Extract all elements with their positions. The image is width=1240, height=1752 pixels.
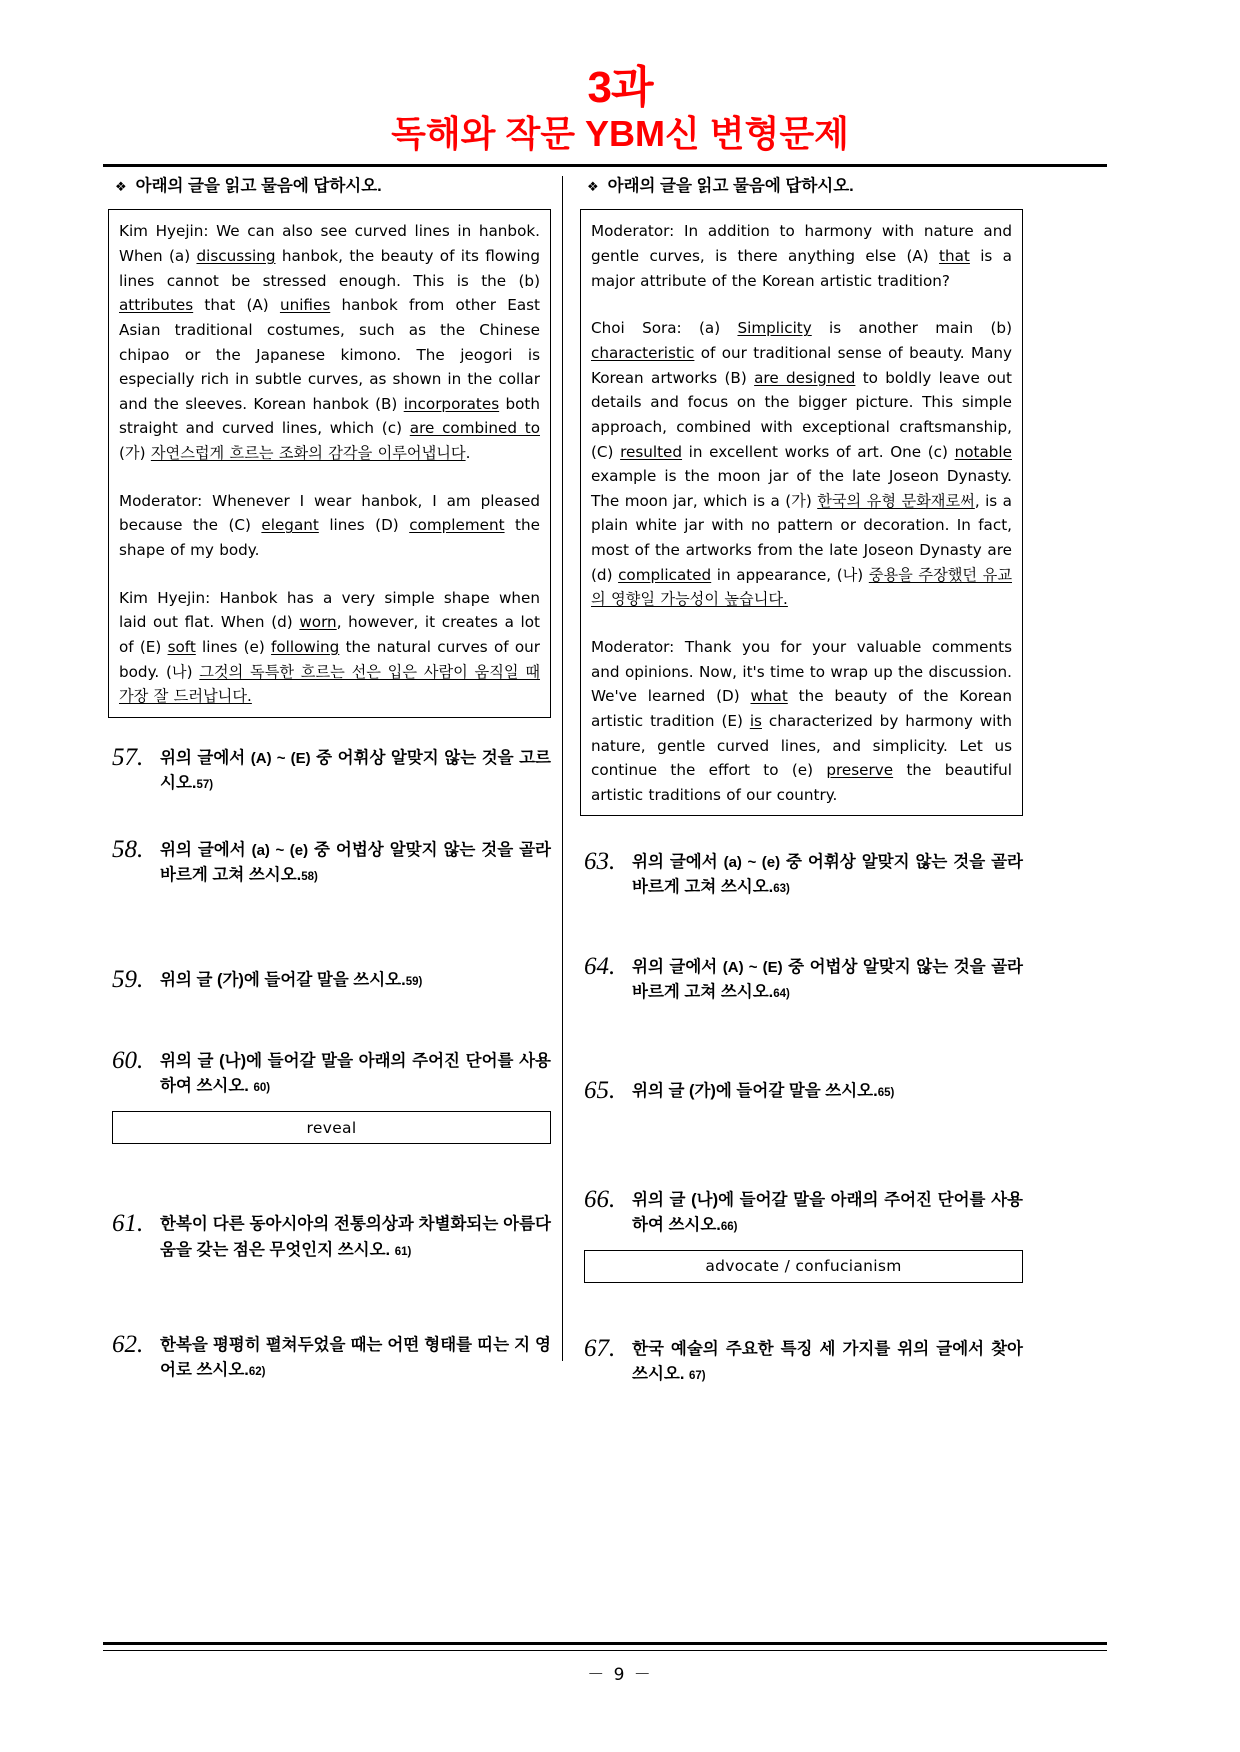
question-item	[580, 953, 1023, 1005]
left-passage-box	[108, 209, 551, 717]
question-item	[108, 1210, 551, 1262]
question-number: 58.	[112, 836, 144, 864]
question-item	[108, 744, 551, 796]
page-header	[0, 0, 1240, 155]
diamond-bullet-icon: ❖	[587, 179, 599, 194]
question-number: 67.	[584, 1334, 616, 1362]
left-passage-paragraph: Moderator: Whenever I wear hanbok, I am pleased because the (C) elegant lines (D) complement the shape of my body.	[119, 491, 540, 560]
right-passage-paragraph: Moderator: In addition to harmony with nature and gentle curves, is there anything else (A) that is a major attribute of the Korean artistic tradition?	[591, 222, 1012, 290]
footer-divider-rule-thin	[103, 1650, 1107, 1651]
diamond-bullet-icon: ❖	[115, 179, 127, 194]
lesson-subtitle: 독해와 작문 YBM신 변형문제	[391, 112, 849, 154]
question-item	[108, 1047, 551, 1099]
question-number: 62.	[112, 1330, 144, 1358]
question-number: 66.	[584, 1185, 616, 1213]
question-text: 위의 글 (가)에 들어갈 말을 쓰시오.65)	[632, 1081, 895, 1100]
question-text: 위의 글 (나)에 들어갈 말을 아래의 주어진 단어를 사용하여 쓰시오.66)	[632, 1190, 1023, 1234]
question-number: 64.	[584, 952, 616, 980]
right-column	[580, 176, 1023, 1387]
lesson-title: 3과	[587, 63, 653, 112]
left-instruction-text: 아래의 글을 읽고 물음에 답하시오.	[135, 177, 382, 195]
left-passage-paragraph: Kim Hyejin: Hanbok has a very simple shape when laid out flat. When (d) worn, however, it creates a lot of (E) soft lines (e) following the natural curves of our body. (나) 그것의 독특한 흐르는 선은 입은 사람이 움직일 때 가장 잘 드러납니다.	[119, 588, 541, 706]
question-text: 위의 글에서 (a) ~ (e) 중 어법상 알맞지 않는 것을 골라 바르게 고쳐 쓰시오.58)	[160, 841, 551, 885]
question-number: 61.	[112, 1210, 144, 1238]
question-item	[580, 1186, 1023, 1238]
question-item	[108, 1331, 551, 1383]
right-passage-paragraph: Choi Sora: (a) Simplicity is another main (b) characteristic of our traditional sense of beauty. Many Korean artworks (B) are designed to boldly leave out details and focus on the bigger picture. This simple approach, combined with exceptional craftsmanship, (C) resulted in excellent works of art. One (c) notable example is the moon jar of the late Joseon Dynasty. The moon jar, which is a (가) 한국의 유형 문화재로써, is a plain white jar with no pattern or decoration. In fact, most of the artworks from the late Joseon Dynasty are (d) complicated in appearance, (나) 중용을 주장했던 유교의 영향일 가능성이 높습니다.	[591, 319, 1012, 609]
right-passage-paragraph: Moderator: Thank you for your valuable comments and opinions. Now, it's time to wrap up the discussion. We've learned (D) what the beauty of the Korean artistic tradition (E) is characterized by harmony with nature, gentle curved lines, and simplicity. Let us continue the effort to (e) preserve the beautiful artistic traditions of our country.	[591, 638, 1012, 804]
given-word-box: reveal	[112, 1111, 551, 1144]
question-item	[580, 848, 1023, 900]
footer-divider-rule-thick	[103, 1642, 1107, 1645]
question-text: 위의 글 (가)에 들어갈 말을 쓰시오.59)	[160, 971, 423, 990]
left-column	[108, 176, 551, 1383]
right-passage-box	[580, 209, 1023, 816]
question-text: 한국 예술의 주요한 특징 세 가지를 위의 글에서 찾아 쓰시오. 67)	[632, 1339, 1023, 1383]
right-instruction-text: 아래의 글을 읽고 물음에 답하시오.	[607, 177, 854, 195]
left-instruction	[108, 176, 551, 197]
question-item	[108, 836, 551, 888]
question-text: 위의 글에서 (A) ~ (E) 중 어휘상 알맞지 않는 것을 고르시오.57)	[160, 748, 551, 792]
question-number: 59.	[112, 966, 144, 994]
left-passage-paragraph: Kim Hyejin: We can also see curved lines in hanbok. When (a) discussing hanbok, the beauty of its flowing lines cannot be stressed enough. This is the (b) attributes that (A) unifies hanbok from other East Asian traditional costumes, such as the Chinese chipao or the Japanese kimono. The jeogori is especially rich in subtle curves, as shown in the collar and the sleeves. Korean hanbok (B) incorporates both straight and curved lines, which (c) are combined to (가) 자연스럽게 흐르는 조화의 감각을 이루어냅니다.	[119, 222, 540, 463]
question-item	[580, 1335, 1023, 1387]
question-item	[580, 1077, 1023, 1104]
question-item	[108, 966, 551, 993]
question-number: 65.	[584, 1076, 616, 1104]
question-text: 위의 글 (나)에 들어갈 말을 아래의 주어진 단어를 사용하여 쓰시오. 60)	[160, 1052, 551, 1096]
right-instruction	[580, 176, 1023, 197]
question-text: 한복이 다른 동아시아의 전통의상과 차별화되는 아름다움을 갖는 점은 무엇인지 쓰시오. 61)	[160, 1215, 551, 1259]
question-text: 위의 글에서 (A) ~ (E) 중 어법상 알맞지 않는 것을 골라 바르게 고쳐 쓰시오.64)	[632, 957, 1023, 1001]
question-number: 60.	[112, 1047, 144, 1075]
question-number: 63.	[584, 848, 616, 876]
page-number: － 9 －	[587, 1665, 653, 1685]
header-divider-rule	[103, 164, 1107, 167]
given-word-box: advocate / confucianism	[584, 1250, 1023, 1283]
question-text: 위의 글에서 (a) ~ (e) 중 어휘상 알맞지 않는 것을 골라 바르게 고쳐 쓰시오.63)	[632, 853, 1023, 897]
question-text: 한복을 평평히 펼쳐두었을 때는 어떤 형태를 띠는 지 영어로 쓰시오.62)	[160, 1335, 551, 1379]
column-divider-rule	[562, 176, 563, 1361]
question-number: 57.	[112, 743, 144, 771]
page-footer	[0, 1660, 1240, 1685]
